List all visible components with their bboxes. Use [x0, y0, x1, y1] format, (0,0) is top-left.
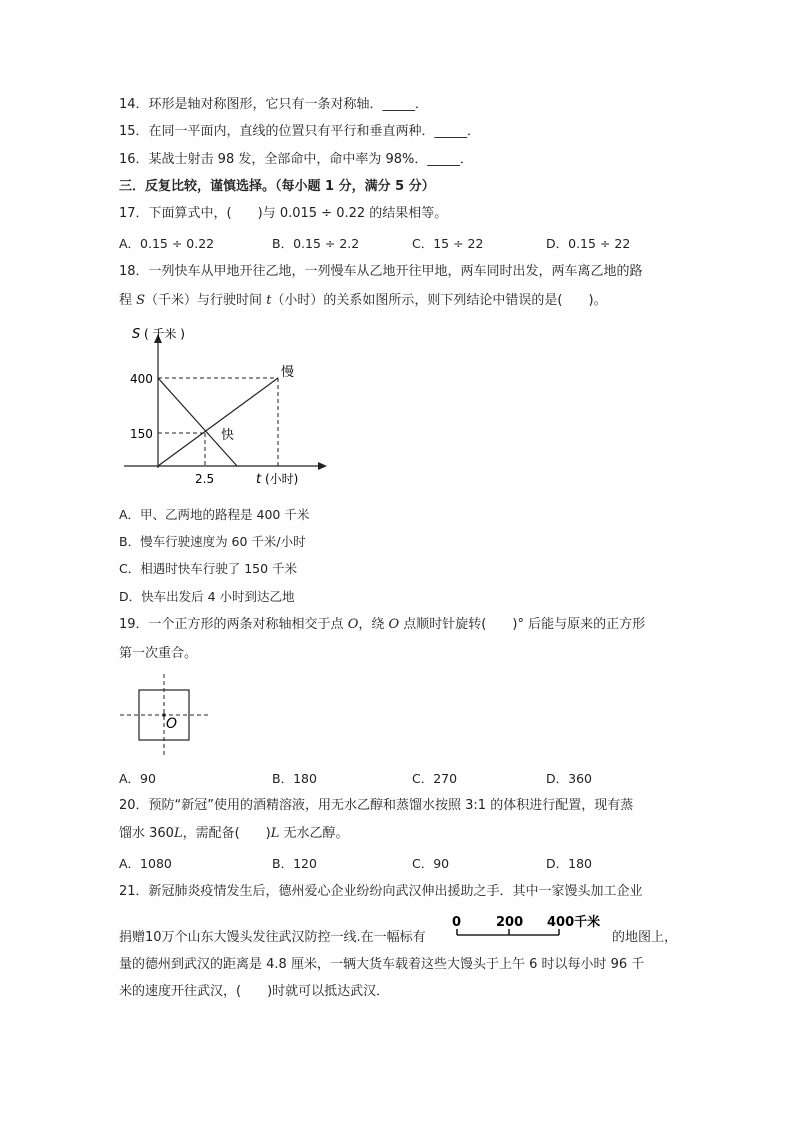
scale-label-400: 400千米 — [547, 915, 601, 930]
scale-label-0: 0 — [452, 915, 462, 930]
question-20-line1: 20．预防“新冠”使用的酒精溶液，用无水乙醇和蒸馏水按照 3:1 的体积进行配置，现有蒸 — [119, 798, 634, 813]
section-3-heading: 三．反复比较，谨慎选择。（每小题 1 分，满分 5 分） — [119, 179, 435, 194]
slow-train-line — [158, 378, 278, 466]
q18-option-d[interactable]: D．快车出发后 4 小时到达乙地 — [119, 589, 295, 604]
question-17-stem: 17．下面算式中，( )与 0.015 ÷ 0.22 的结果相等。 — [119, 206, 448, 221]
q17-option-d[interactable]: D．0.15 ÷ 22 — [546, 236, 631, 251]
q17-option-c[interactable]: C．15 ÷ 22 — [412, 236, 484, 251]
y-tick-150: 150 — [130, 427, 153, 441]
distance-time-graph — [118, 318, 338, 493]
scale-label-200: 200 — [496, 915, 524, 930]
question-18-line1: 18．一列快车从甲地开往乙地，一列慢车从乙地开往甲地，两车同时出发，两车离乙地的路 — [119, 264, 643, 279]
q20-option-c[interactable]: C．90 — [412, 856, 450, 871]
y-tick-400: 400 — [130, 372, 153, 386]
q19-option-c[interactable]: C．270 — [412, 771, 458, 786]
x-tick-2-5: 2.5 — [195, 472, 215, 486]
q17-option-b[interactable]: B．0.15 ÷ 2.2 — [272, 236, 360, 251]
question-15: 15．在同一平面内，直线的位置只有平行和垂直两种．_____． — [119, 124, 481, 139]
slow-label: 慢 — [281, 365, 295, 380]
question-21-line4: 米的速度开往武汉，( )时就可以抵达武汉． — [119, 984, 390, 999]
question-21-line3: 量的德州到武汉的距离是 4.8 厘米，一辆大货车载着这些大馒头于上午 6 时以每小时 96 千 — [119, 957, 645, 972]
q18-option-c[interactable]: C．相遇时快车行驶了 150 千米 — [119, 561, 298, 576]
x-axis-unit: (小时) — [265, 472, 299, 486]
q20-option-b[interactable]: B．120 — [272, 856, 317, 871]
q17-option-a[interactable]: A．0.15 ÷ 0.22 — [119, 236, 215, 251]
question-14: 14．环形是轴对称图形，它只有一条对称轴．_____． — [119, 97, 429, 112]
q20-option-d[interactable]: D．180 — [546, 856, 592, 871]
y-axis-unit: ( 千米 ) — [144, 327, 185, 341]
q19-option-d[interactable]: D．360 — [546, 771, 592, 786]
point-o-label: O — [166, 716, 178, 732]
question-19-line2: 第一次重合。 — [119, 646, 198, 661]
x-axis-variable: t — [256, 472, 262, 487]
question-21-line2a: 捐赠10万个山东大馒头发往武汉防控一线.在一幅标有 — [119, 930, 426, 945]
fast-label: 快 — [221, 428, 235, 443]
q20-option-a[interactable]: A．1080 — [119, 856, 172, 871]
q18-option-a[interactable]: A．甲、乙两地的路程是 400 千米 — [119, 507, 310, 522]
map-scale-bar — [452, 910, 612, 948]
question-21-line2b: 的地图上， — [612, 930, 678, 945]
question-21-line1: 21．新冠肺炎疫情发生后，德州爱心企业纷纷向武汉伸出援助之手．其中一家馒头加工企业 — [119, 884, 643, 899]
square-figure — [118, 672, 218, 762]
y-axis-variable: S — [132, 327, 141, 342]
question-20-line2: 馏水 360L，需配备( )L 无水乙醇。 — [119, 826, 349, 841]
q19-option-b[interactable]: B．180 — [272, 771, 317, 786]
question-16: 16．某战士射击 98 发，全部命中，命中率为 98%．_____． — [119, 152, 473, 167]
q19-option-a[interactable]: A．90 — [119, 771, 156, 786]
question-18-line2: 程 S（千米）与行驶时间 t（小时）的关系如图所示，则下列结论中错误的是( )。 — [119, 293, 607, 308]
q18-option-b[interactable]: B．慢车行驶速度为 60 千米/小时 — [119, 534, 306, 549]
fast-train-line — [158, 378, 237, 466]
question-19-line1: 19．一个正方形的两条对称轴相交于点 O，绕 O 点顺时针旋转( )° 后能与原来的正方形 — [119, 617, 646, 632]
